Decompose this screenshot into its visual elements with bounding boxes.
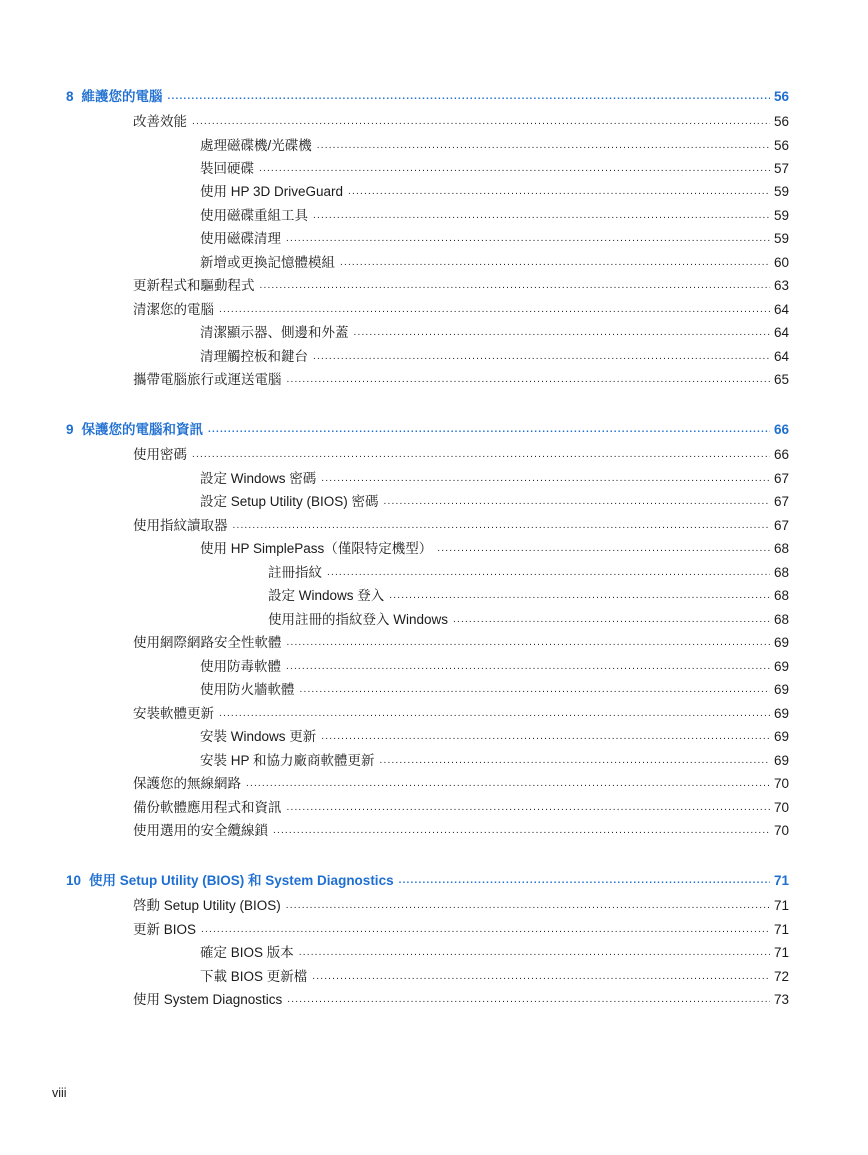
page-number: 60 <box>773 255 789 270</box>
toc-entry[interactable] <box>133 703 789 725</box>
toc-entry[interactable] <box>133 919 789 941</box>
dot-leader <box>287 632 770 654</box>
entry-title: 安裝軟體更新 <box>133 706 214 721</box>
toc-entry[interactable] <box>200 656 789 678</box>
page-number: 67 <box>773 494 789 509</box>
dot-leader <box>437 538 770 560</box>
dot-leader <box>286 895 770 917</box>
toc-entry[interactable] <box>133 369 789 391</box>
toc-entry[interactable] <box>133 111 789 133</box>
page-number: 56 <box>773 138 789 153</box>
entry-title: 設定 Windows 登入 <box>268 588 385 603</box>
dot-leader <box>201 919 770 941</box>
entry-title: 使用密碼 <box>133 447 187 462</box>
page-number: 68 <box>773 588 789 603</box>
toc-entry[interactable] <box>200 750 789 772</box>
dot-leader <box>208 419 770 441</box>
dot-leader <box>313 346 770 368</box>
toc-entry[interactable] <box>200 205 789 227</box>
dot-leader <box>287 369 770 391</box>
entry-title: 設定 Windows 密碼 <box>200 471 317 486</box>
toc-entry[interactable] <box>133 275 789 297</box>
toc-entry[interactable] <box>133 515 789 537</box>
toc-entry[interactable] <box>200 252 789 274</box>
toc-entry[interactable] <box>268 609 789 631</box>
dot-leader <box>286 656 770 678</box>
entry-title: 使用指紋讀取器 <box>133 518 228 533</box>
page-number: 66 <box>773 422 789 437</box>
entry-title: 使用網際網路安全性軟體 <box>133 635 282 650</box>
toc-entry[interactable] <box>200 135 789 157</box>
toc-chapter-9[interactable] <box>66 419 789 441</box>
toc-entry[interactable] <box>133 797 789 819</box>
chapter-number: 9 <box>66 422 74 437</box>
page-number: 73 <box>773 992 789 1007</box>
toc-entry[interactable] <box>133 444 789 466</box>
chapter-title: 使用 Setup Utility (BIOS) 和 System Diagnostics <box>89 873 394 888</box>
toc-entry[interactable] <box>133 989 789 1011</box>
chapter-title: 維護您的電腦 <box>81 89 163 104</box>
entry-title: 註冊指紋 <box>268 565 322 580</box>
dot-leader <box>313 205 770 227</box>
dot-leader <box>453 609 770 631</box>
toc-entry[interactable] <box>200 346 789 368</box>
page-number: 68 <box>773 565 789 580</box>
toc-entry[interactable] <box>200 468 789 490</box>
entry-title: 保護您的無線網路 <box>133 776 241 791</box>
entry-title: 攜帶電腦旅行或運送電腦 <box>133 372 282 387</box>
toc-entry[interactable] <box>200 322 789 344</box>
dot-leader <box>246 773 770 795</box>
dot-leader <box>348 181 770 203</box>
page-number: 67 <box>773 471 789 486</box>
page-number: 63 <box>773 278 789 293</box>
page-number: 68 <box>773 541 789 556</box>
entry-title: 處理磁碟機/光碟機 <box>200 138 312 153</box>
toc-entry[interactable] <box>200 228 789 250</box>
page-number: 70 <box>773 823 789 838</box>
toc-entry[interactable] <box>200 942 789 964</box>
dot-leader <box>399 870 770 892</box>
dot-leader <box>380 750 770 772</box>
toc-entry[interactable] <box>200 491 789 513</box>
page-number: 66 <box>773 447 789 462</box>
entry-title: 改善效能 <box>133 114 187 129</box>
entry-title: 清潔顯示器、側邊和外蓋 <box>200 325 349 340</box>
page-number: 59 <box>773 231 789 246</box>
entry-title: 清潔您的電腦 <box>133 302 214 317</box>
dot-leader <box>327 562 770 584</box>
toc-entry[interactable] <box>200 726 789 748</box>
page-number: 57 <box>773 161 789 176</box>
dot-leader <box>219 703 770 725</box>
toc-entry[interactable] <box>133 632 789 654</box>
chapter-title: 保護您的電腦和資訊 <box>81 422 204 437</box>
page-number: 69 <box>773 635 789 650</box>
page-number: 69 <box>773 753 789 768</box>
toc-entry[interactable] <box>133 820 789 842</box>
entry-title: 使用磁碟重組工具 <box>200 208 308 223</box>
page-number: 64 <box>773 302 789 317</box>
dot-leader <box>233 515 770 537</box>
toc-chapter-8[interactable] <box>66 86 789 108</box>
page-footer-number: viii <box>52 1086 67 1100</box>
page-number: 72 <box>773 969 789 984</box>
entry-title: 使用防毒軟體 <box>200 659 281 674</box>
dot-leader <box>192 111 770 133</box>
chapter-number: 8 <box>66 89 74 104</box>
dot-leader <box>192 444 770 466</box>
entry-title: 使用 HP 3D DriveGuard <box>200 184 344 199</box>
entry-title: 裝回硬碟 <box>200 161 254 176</box>
toc-entry[interactable] <box>200 158 789 180</box>
dot-leader <box>321 468 770 490</box>
dot-leader <box>312 966 770 988</box>
toc-entry[interactable] <box>133 895 789 917</box>
page-number: 69 <box>773 682 789 697</box>
entry-title: 備份軟體應用程式和資訊 <box>133 800 282 815</box>
toc-entry[interactable] <box>268 585 789 607</box>
dot-leader <box>219 299 770 321</box>
dot-leader <box>321 726 770 748</box>
entry-title: 確定 BIOS 版本 <box>200 945 294 960</box>
dot-leader <box>286 228 770 250</box>
entry-title: 使用 System Diagnostics <box>133 992 283 1007</box>
page-number: 69 <box>773 729 789 744</box>
page-number: 71 <box>773 898 789 913</box>
page-number: 59 <box>773 184 789 199</box>
page-number: 64 <box>773 349 789 364</box>
dot-leader <box>340 252 770 274</box>
page-number: 69 <box>773 706 789 721</box>
dot-leader <box>300 679 770 701</box>
entry-title: 安裝 HP 和協力廠商軟體更新 <box>200 753 375 768</box>
page-number: 70 <box>773 776 789 791</box>
entry-title: 使用防火牆軟體 <box>200 682 295 697</box>
page-number: 64 <box>773 325 789 340</box>
dot-leader <box>273 820 770 842</box>
entry-title: 使用磁碟清理 <box>200 231 281 246</box>
entry-title: 使用註冊的指紋登入 Windows <box>268 612 449 627</box>
page-number: 69 <box>773 659 789 674</box>
entry-title: 使用選用的安全纜線鎖 <box>133 823 268 838</box>
chapter-number: 10 <box>66 873 82 888</box>
entry-title: 啓動 Setup Utility (BIOS) <box>133 898 281 913</box>
dot-leader <box>168 86 770 108</box>
toc-entry[interactable] <box>200 679 789 701</box>
dot-leader <box>259 158 770 180</box>
toc-entry[interactable] <box>200 538 789 560</box>
dot-leader <box>299 942 770 964</box>
page-number: 67 <box>773 518 789 533</box>
page-number: 56 <box>773 89 789 104</box>
entry-title: 更新程式和驅動程式 <box>133 278 255 293</box>
entry-title: 下載 BIOS 更新檔 <box>200 969 308 984</box>
dot-leader <box>384 491 770 513</box>
entry-title: 更新 BIOS <box>133 922 197 937</box>
toc-entry[interactable] <box>133 299 789 321</box>
page-number: 71 <box>773 922 789 937</box>
toc-entry[interactable] <box>268 562 789 584</box>
entry-title: 清理觸控板和鍵台 <box>200 349 308 364</box>
page-number: 70 <box>773 800 789 815</box>
dot-leader <box>287 797 770 819</box>
toc-entry[interactable] <box>133 773 789 795</box>
entry-title: 新增或更換記憶體模組 <box>200 255 335 270</box>
dot-leader <box>287 989 770 1011</box>
page-number: 56 <box>773 114 789 129</box>
page-number: 71 <box>773 945 789 960</box>
page-number: 59 <box>773 208 789 223</box>
dot-leader <box>317 135 770 157</box>
page-number: 65 <box>773 372 789 387</box>
page-number: 71 <box>773 873 789 888</box>
toc-chapter-10[interactable] <box>66 870 789 892</box>
toc-entry[interactable] <box>200 966 789 988</box>
page-number: 68 <box>773 612 789 627</box>
dot-leader <box>260 275 770 297</box>
entry-title: 使用 HP SimplePass（僅限特定機型） <box>200 541 433 556</box>
entry-title: 設定 Setup Utility (BIOS) 密碼 <box>200 494 379 509</box>
entry-title: 安裝 Windows 更新 <box>200 729 317 744</box>
dot-leader <box>389 585 770 607</box>
dot-leader <box>354 322 770 344</box>
toc-entry[interactable] <box>200 181 789 203</box>
